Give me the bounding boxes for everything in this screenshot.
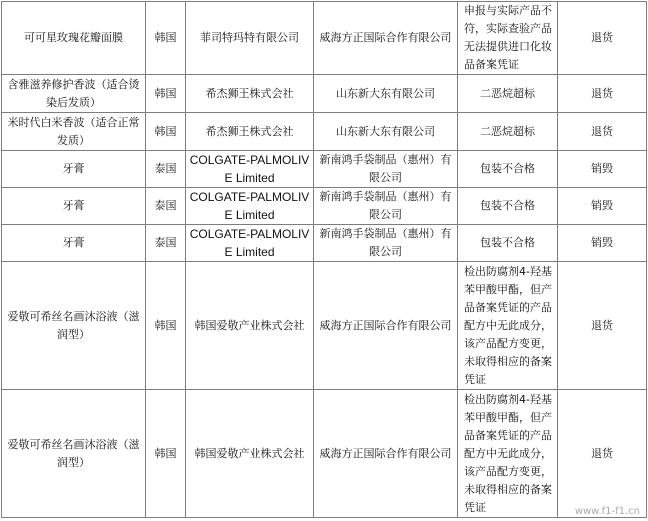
manufacturer-cell: COLGATE-PALMOLIVE Limited <box>186 151 314 188</box>
watermark: www.f1-f1.cn <box>574 506 640 517</box>
product-name-cell: 米时代白米香波（适合正常发质） <box>2 113 146 151</box>
manufacturer-cell: 韩国爱敬产业株式会社 <box>186 390 314 518</box>
importer-cell: 威海方正国际合作有限公司 <box>314 2 458 75</box>
importer-cell: 威海方正国际合作有限公司 <box>314 390 458 518</box>
manufacturer-cell: 韩国爱敬产业株式会社 <box>186 262 314 390</box>
action-cell: 退货 <box>558 2 647 75</box>
manufacturer-cell: COLGATE-PALMOLIVE Limited <box>186 225 314 262</box>
country-cell: 韩国 <box>146 390 186 518</box>
manufacturer-cell: 希杰狮王株式会社 <box>186 75 314 113</box>
country-cell: 泰国 <box>146 225 186 262</box>
importer-cell: 威海方正国际合作有限公司 <box>314 262 458 390</box>
country-cell: 泰国 <box>146 151 186 188</box>
table-row <box>2 188 647 225</box>
table-row <box>2 113 647 151</box>
importer-cell: 新南鸿手袋制品（惠州）有限公司 <box>314 225 458 262</box>
rejected-products-table <box>1 1 647 518</box>
product-name-cell: 牙膏 <box>2 188 146 225</box>
table-row <box>2 390 647 518</box>
manufacturer-cell: 菲司特玛特有限公司 <box>186 2 314 75</box>
importer-cell: 新南鸿手袋制品（惠州）有限公司 <box>314 151 458 188</box>
reason-cell: 检出防腐剂4-羟基苯甲酸甲酯，但产品备案凭证的产品配方中无此成分，该产品配方变更，未取得相应的备案凭证 <box>458 390 558 518</box>
product-name-cell: 牙膏 <box>2 151 146 188</box>
reason-cell: 包装不合格 <box>458 151 558 188</box>
action-cell: 退货 <box>558 75 647 113</box>
importer-cell: 山东新大东有限公司 <box>314 113 458 151</box>
table-row <box>2 151 647 188</box>
reason-cell: 二恶烷超标 <box>458 113 558 151</box>
reason-cell: 申报与实际产品不符，实际查验产品无法提供进口化妆品备案凭证 <box>458 2 558 75</box>
product-name-cell: 牙膏 <box>2 225 146 262</box>
reason-cell: 包装不合格 <box>458 188 558 225</box>
product-name-cell: 爱敬可希丝名画沐浴液（滋润型） <box>2 390 146 518</box>
reason-cell: 包装不合格 <box>458 225 558 262</box>
table-row <box>2 225 647 262</box>
table-row <box>2 75 647 113</box>
reason-cell: 二恶烷超标 <box>458 75 558 113</box>
action-cell: 销毁 <box>558 225 647 262</box>
country-cell: 韩国 <box>146 113 186 151</box>
reason-cell: 检出防腐剂4-羟基苯甲酸甲酯，但产品备案凭证的产品配方中无此成分，该产品配方变更，未取得相应的备案凭证 <box>458 262 558 390</box>
action-cell: 退货 <box>558 390 647 518</box>
action-cell: 销毁 <box>558 151 647 188</box>
product-name-cell: 含雅滋养修护香波（适合烫染后发质） <box>2 75 146 113</box>
country-cell: 韩国 <box>146 75 186 113</box>
action-cell: 销毁 <box>558 188 647 225</box>
manufacturer-cell: COLGATE-PALMOLIVE Limited <box>186 188 314 225</box>
country-cell: 韩国 <box>146 262 186 390</box>
importer-cell: 新南鸿手袋制品（惠州）有限公司 <box>314 188 458 225</box>
product-name-cell: 可可星玫瑰花瓣面膜 <box>2 2 146 75</box>
action-cell: 退货 <box>558 262 647 390</box>
table-row <box>2 262 647 390</box>
action-cell: 退货 <box>558 113 647 151</box>
manufacturer-cell: 希杰狮王株式会社 <box>186 113 314 151</box>
country-cell: 泰国 <box>146 188 186 225</box>
product-name-cell: 爱敬可希丝名画沐浴液（滋润型） <box>2 262 146 390</box>
country-cell: 韩国 <box>146 2 186 75</box>
importer-cell: 山东新大东有限公司 <box>314 75 458 113</box>
table-row <box>2 2 647 75</box>
